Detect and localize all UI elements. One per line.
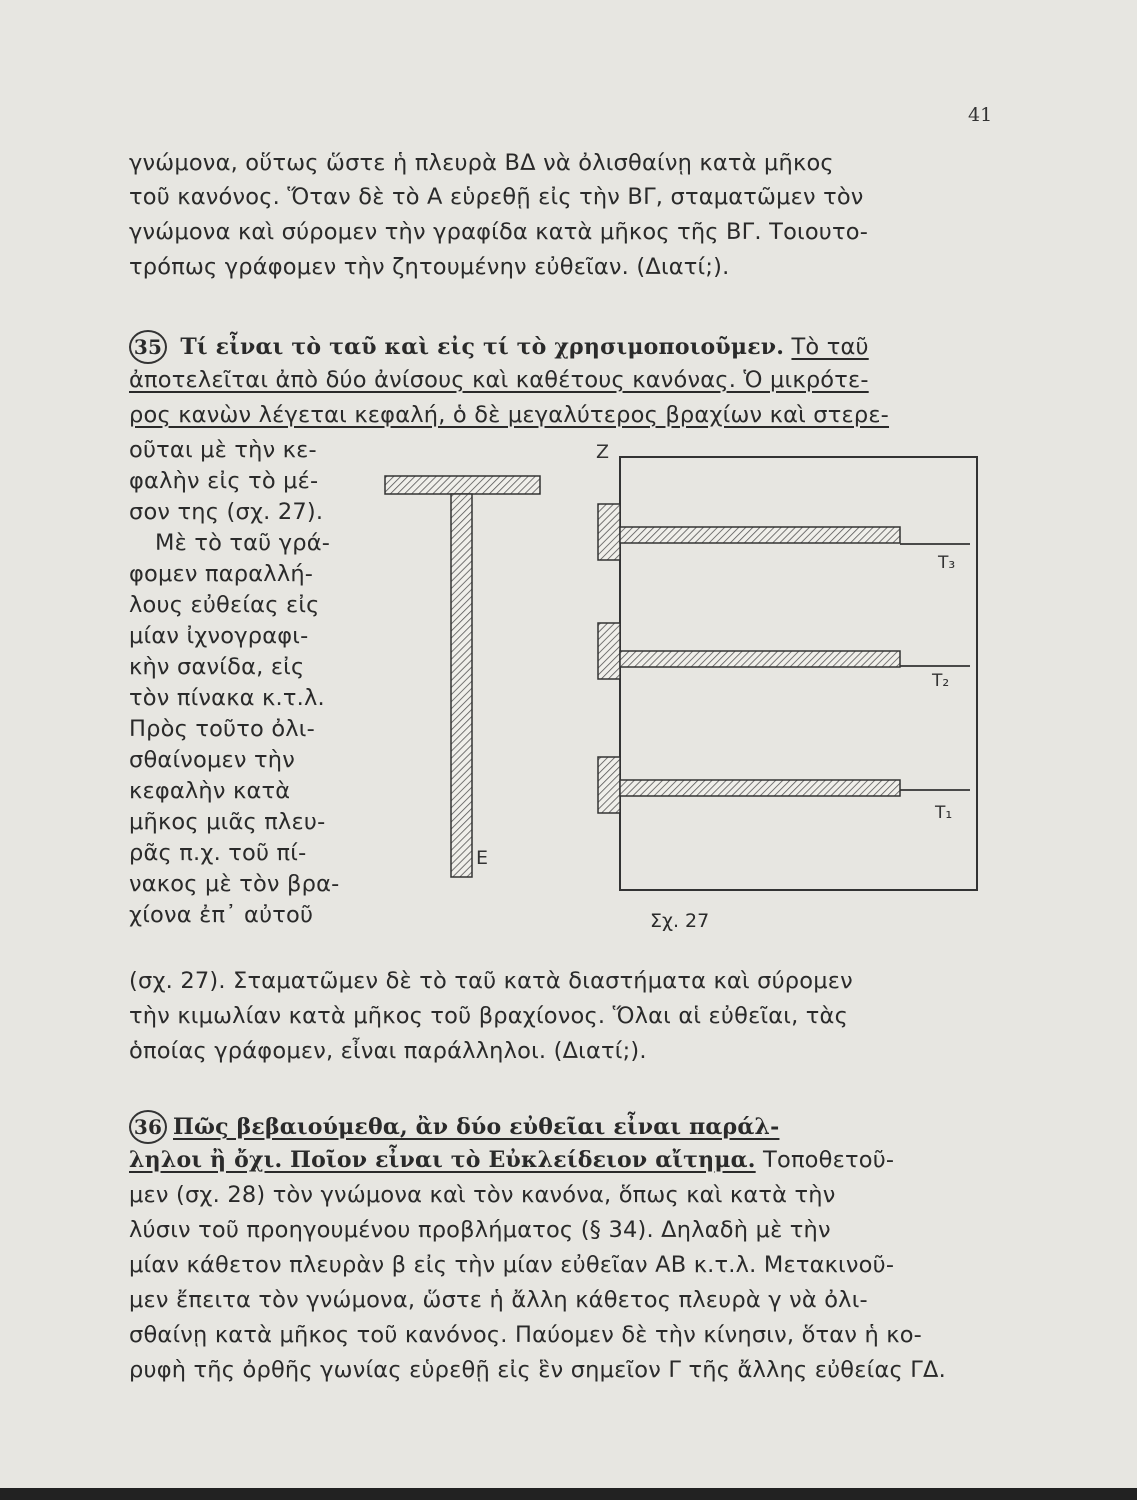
narrow-line: μίαν ἰχνογραφι- [129, 623, 309, 649]
narrow-line: χίονα ἐπ᾽ αὐτοῦ [129, 902, 314, 928]
section-36-heading-line-2 [129, 1145, 991, 1175]
label-E: Ε [476, 847, 489, 869]
tsquare-t2-blade [620, 651, 900, 667]
narrow-line: μῆκος μιᾶς πλευ- [129, 809, 326, 835]
body-line: ὁποίας γράφομεν, εἶναι παράλληλοι. (Διατί;). [129, 1038, 647, 1064]
body-line: τρόπως γράφομεν τὴν ζητουμένην εὐθεῖαν. (Διατί;). [129, 254, 730, 280]
body-line: ἀποτελεῖται ἀπὸ δύο ἀνίσους καὶ καθέτους κανόνας. Ὁ μικρότε- [129, 367, 869, 393]
tsquare-t1-blade [620, 780, 900, 796]
narrow-line: νακος μὲ τὸν βρα- [129, 871, 340, 897]
body-line: γνώμονα, οὕτως ὥστε ἡ πλευρὰ ΒΔ νὰ ὀλισθαίνῃ κατὰ μῆκος [129, 150, 834, 176]
narrow-line: φομεν παραλλή- [129, 561, 314, 587]
scan-edge [0, 1488, 1137, 1500]
tsquare-blade [451, 494, 472, 877]
section-number: 36 [129, 1110, 167, 1144]
label-Z: Ζ [596, 441, 610, 463]
body-line: (σχ. 27). Σταματῶμεν δὲ τὸ ταῦ κατὰ διαστήματα καὶ σύρομεν [129, 968, 853, 994]
figure-caption: Σχ. 27 [650, 910, 710, 932]
body-line: λύσιν τοῦ προηγουμένου προβλήματος (§ 34). Δηλαδὴ μὲ τὴν [129, 1217, 831, 1243]
tsquare-t3-blade [620, 527, 900, 543]
body-line: ρος κανὼν λέγεται κεφαλή, ὁ δὲ μεγαλύτερος βραχίων καὶ στερε- [129, 402, 890, 428]
section-heading: Πῶς βεβαιούμεθα, ἂν δύο εὐθεῖαι εἶναι παράλ- [173, 1114, 780, 1140]
narrow-line: κεφαλὴν κατὰ [129, 778, 291, 804]
section-number: 35 [129, 330, 167, 364]
body-line: σθαίνῃ κατὰ μῆκος τοῦ κανόνος. Παύομεν δὲ τὴν κίνησιν, ὅταν ἡ κο- [129, 1322, 922, 1348]
body-line: ρυφὴ τῆς ὀρθῆς γωνίας εὑρεθῇ εἰς ἓν σημεῖον Γ τῆς ἄλλης εὐθείας ΓΔ. [129, 1357, 946, 1383]
tsquare-head [385, 476, 540, 494]
narrow-line: κὴν σανίδα, εἰς [129, 654, 305, 680]
narrow-line: φαλὴν εἰς τὸ μέ- [129, 468, 319, 494]
body-line: μεν ἔπειτα τὸν γνώμονα, ὥστε ἡ ἄλλη κάθετος πλευρὰ γ νὰ ὀλι- [129, 1287, 868, 1313]
tsquare-t2-head [598, 623, 620, 679]
narrow-line: τὸν πίνακα κ.τ.λ. [129, 685, 325, 711]
section-36-heading-line [129, 1110, 991, 1144]
body-line: τὴν κιμωλίαν κατὰ μῆκος τοῦ βραχίονος. Ὅλαι αἱ εὐθεῖαι, τὰς [129, 1003, 848, 1029]
tsquare-t1-head [598, 757, 620, 813]
section-heading: ληλοι ἢ ὄχι. Ποῖον εἶναι τὸ Εὐκλείδειον αἴτημα. [129, 1147, 756, 1173]
section-heading: Τί εἶναι τὸ ταῦ καὶ εἰς τί τὸ χρησιμοποιοῦμεν. [180, 334, 785, 360]
body-text: Τὸ ταῦ [791, 334, 869, 360]
narrow-line: οῦται μὲ τὴν κε- [129, 437, 317, 463]
narrow-line: λους εὐθείας εἰς [129, 592, 320, 618]
label-T1: Τ₁ [935, 803, 953, 823]
narrow-line: σθαίνομεν τὴν [129, 747, 295, 773]
body-line: γνώμονα καὶ σύρομεν τὴν γραφίδα κατὰ μῆκος τῆς ΒΓ. Τοιουτο- [129, 219, 869, 245]
body-text: Τοποθετοῦ- [763, 1147, 895, 1173]
page-number: 41 [968, 104, 993, 126]
narrow-line: Μὲ τὸ ταῦ γρά- [155, 530, 331, 556]
tsquare-figure [380, 440, 990, 910]
narrow-line: σον της (σχ. 27). [129, 499, 324, 525]
body-line: τοῦ κανόνος. Ὅταν δὲ τὸ Α εὑρεθῇ εἰς τὴν ΒΓ, σταματῶμεν τὸν [129, 184, 864, 210]
body-line: μεν (σχ. 28) τὸν γνώμονα καὶ τὸν κανόνα, ὅπως καὶ κατὰ τὴν [129, 1182, 836, 1208]
label-T2: Τ₂ [932, 671, 950, 691]
narrow-line: Πρὸς τοῦτο ὀλι- [129, 716, 315, 742]
section-35-heading-line [129, 330, 991, 364]
tsquare-t3-head [598, 504, 620, 560]
narrow-line: ρᾶς π.χ. τοῦ πί- [129, 840, 307, 866]
label-T3: Τ₃ [938, 553, 956, 573]
body-line: μίαν κάθετον πλευρὰν β εἰς τὴν μίαν εὐθεῖαν ΑΒ κ.τ.λ. Μετακινοῦ- [129, 1252, 895, 1278]
drawing-board [620, 457, 977, 890]
